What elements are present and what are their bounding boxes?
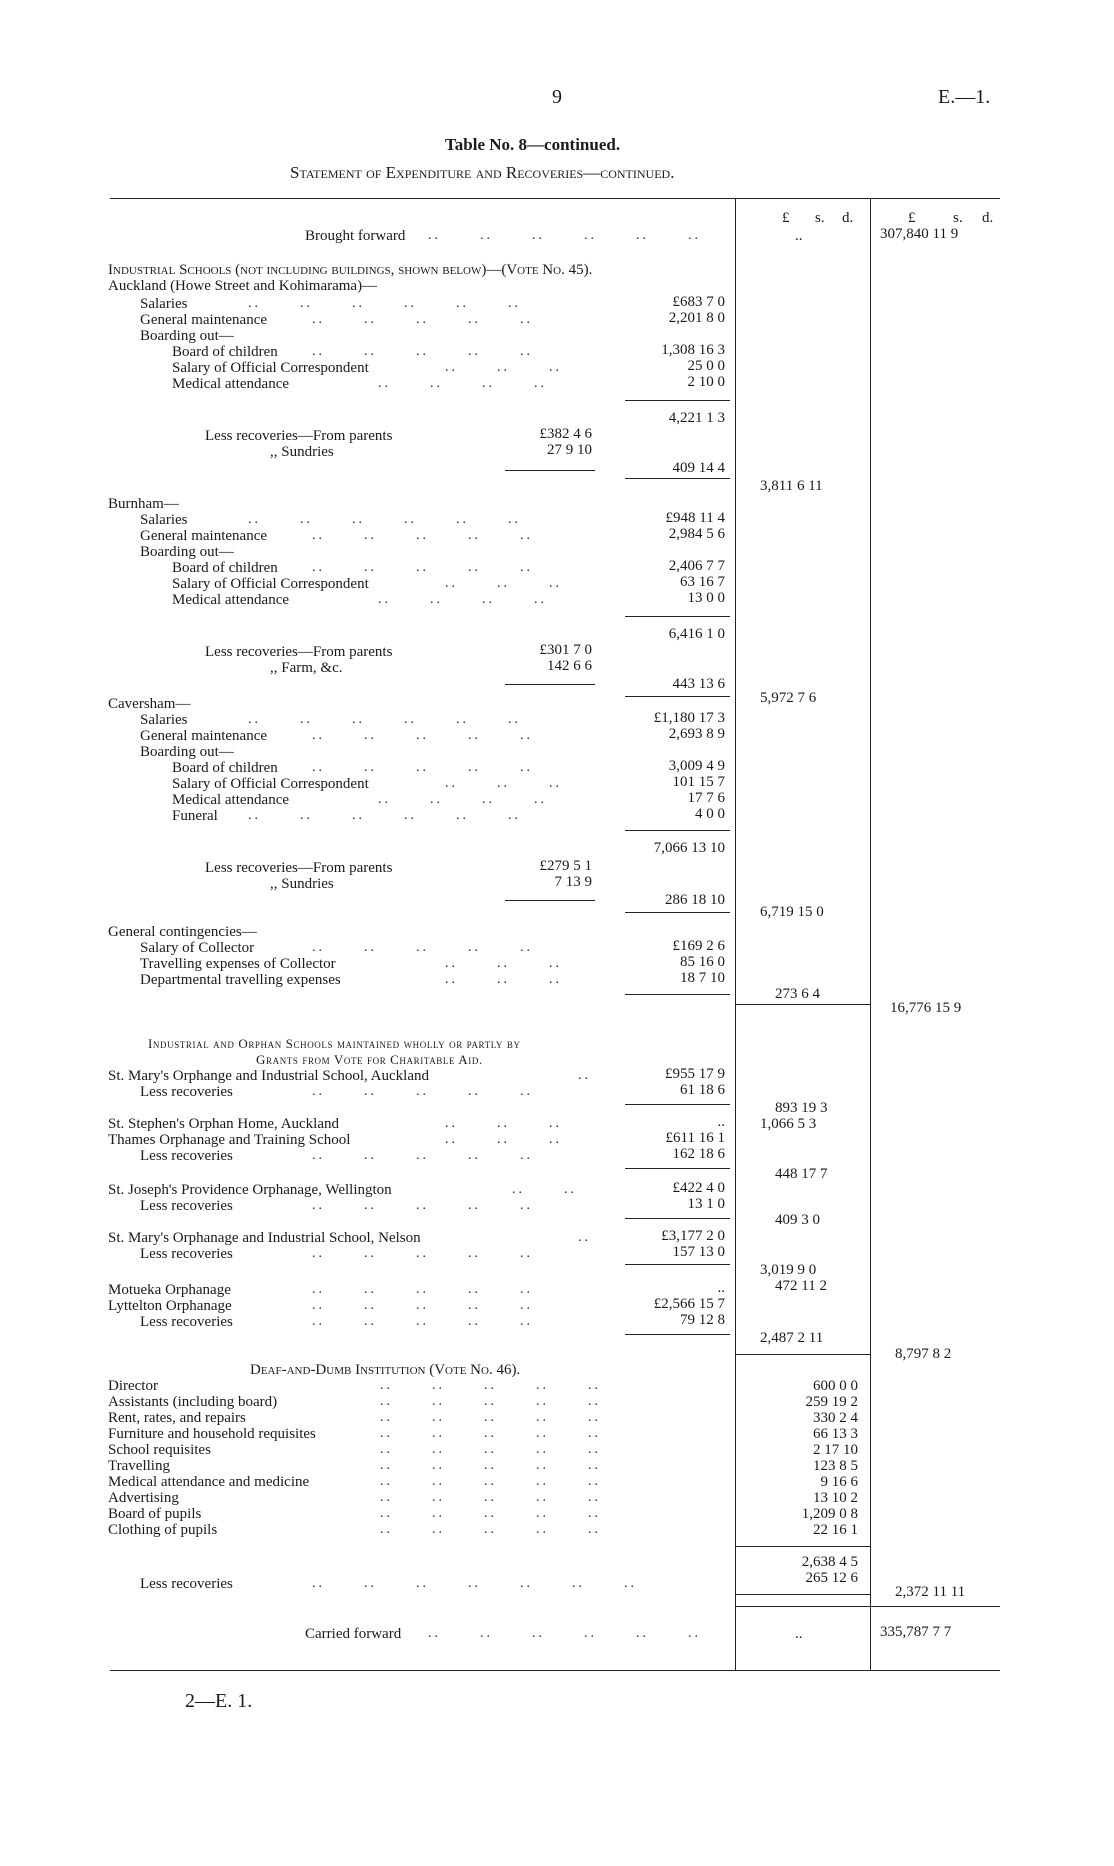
auckland-recoveries-sundries-amount: 27 9 10 xyxy=(547,442,592,458)
orphan-schools-heading-1: Industrial and Orphan Schools maintained wholly or partly by xyxy=(148,1036,521,1051)
burnham-salaries-amount: £948 11 4 xyxy=(665,510,725,526)
deaf-dumb-total: 2,372 11 11 xyxy=(895,1584,966,1600)
motueka-label: Motueka Orphanage xyxy=(108,1282,231,1298)
deaf-row-amount-8: 1,209 0 8 xyxy=(801,1506,858,1522)
col2-shillings-header: s. xyxy=(953,210,963,226)
burnham-recoveries-farm-amount: 142 6 6 xyxy=(547,658,592,674)
leader-dots: .. .. .. .. .. xyxy=(380,1506,601,1521)
rule xyxy=(625,1168,730,1169)
st-marys-nelson-amount: £3,177 2 0 xyxy=(661,1228,725,1244)
caversham-funeral-amount: 4 0 0 xyxy=(695,806,725,822)
burnham-net: 5,972 7 6 xyxy=(760,690,817,706)
leader-dots: .. .. .. xyxy=(445,956,562,971)
signature-mark: 2—E. 1. xyxy=(185,1690,253,1712)
document-reference: E.—1. xyxy=(938,86,991,108)
rule xyxy=(735,1354,870,1355)
deaf-row-amount-4: 2 17 10 xyxy=(813,1442,858,1458)
burnham-recoveries-farm-label: ,, Farm, &c. xyxy=(270,660,343,676)
leader-dots: .. .. .. xyxy=(445,360,562,375)
caversham-boarding-label: Boarding out— xyxy=(140,744,234,760)
st-stephens-amount: .. xyxy=(717,1114,725,1130)
caversham-medical-amount: 17 7 6 xyxy=(687,790,725,806)
st-marys-nelson-less-amount: 157 13 0 xyxy=(672,1244,725,1260)
burnham-salaries-label: Salaries xyxy=(140,512,188,528)
burnham-heading: Burnham— xyxy=(108,496,179,512)
leader-dots: .. .. .. .. .. .. .. xyxy=(312,1576,637,1591)
leader-dots: .. .. .. .. .. .. xyxy=(428,1626,701,1641)
leader-dots: .. .. .. xyxy=(445,576,562,591)
burnham-recoveries-total: 443 13 6 xyxy=(672,676,725,692)
rule xyxy=(625,1104,730,1105)
rule xyxy=(625,616,730,617)
leader-dots: .. .. .. .. .. xyxy=(380,1378,601,1393)
caversham-recoveries-sundries-amount: 7 13 9 xyxy=(554,874,592,890)
deaf-row-label-2: Rent, rates, and repairs xyxy=(108,1410,246,1426)
st-marys-nelson-label: St. Mary's Orphanage and Industrial School, Nelson xyxy=(108,1230,421,1246)
rule xyxy=(625,1218,730,1219)
caversham-maintenance-label: General maintenance xyxy=(140,728,268,744)
deaf-less-amount: 265 12 6 xyxy=(805,1570,858,1586)
deaf-row-amount-5: 123 8 5 xyxy=(813,1458,858,1474)
st-josephs-less-amount: 13 1 0 xyxy=(687,1196,725,1212)
auckland-recoveries-total: 409 14 4 xyxy=(672,460,725,476)
rule xyxy=(735,1004,870,1005)
st-marys-nelson-less-label: Less recoveries xyxy=(140,1246,233,1262)
rule xyxy=(625,696,730,697)
auckland-recoveries-sundries-label: ,, Sundries xyxy=(270,444,334,460)
auckland-board-children-label: Board of children xyxy=(172,344,278,360)
burnham-recoveries-parents-label: Less recoveries—From parents xyxy=(205,644,393,660)
leader-dots: .. .. .. .. .. xyxy=(312,1282,533,1297)
auckland-net: 3,811 6 11 xyxy=(760,478,823,494)
thames-less-label: Less recoveries xyxy=(140,1148,233,1164)
col1-pence-header: d. xyxy=(842,210,854,226)
st-marys-auckland-label: St. Mary's Orphange and Industrial School, Auckland xyxy=(108,1068,429,1084)
departmental-travel-amount: 18 7 10 xyxy=(680,970,725,986)
table-top-rule xyxy=(110,198,1000,199)
leader-dots: .. .. .. .. .. .. xyxy=(428,228,701,243)
caversham-board-children-amount: 3,009 4 9 xyxy=(668,758,725,774)
leader-dots: .. .. .. .. .. xyxy=(312,1198,533,1213)
deaf-row-amount-0: 600 0 0 xyxy=(813,1378,858,1394)
motueka-net: 472 11 2 xyxy=(775,1278,827,1294)
st-josephs-less-label: Less recoveries xyxy=(140,1198,233,1214)
brought-forward-label: Brought forward xyxy=(305,228,406,244)
industrial-schools-total: 16,776 15 9 xyxy=(890,1000,962,1016)
st-marys-auckland-less-label: Less recoveries xyxy=(140,1084,233,1100)
deaf-row-label-5: Travelling xyxy=(108,1458,170,1474)
caversham-funeral-label: Funeral xyxy=(172,808,218,824)
caversham-net: 6,719 15 0 xyxy=(760,904,824,920)
burnham-recoveries-parents-amount: £301 7 0 xyxy=(539,642,592,658)
deaf-row-amount-2: 330 2 4 xyxy=(813,1410,858,1426)
leader-dots: .. .. .. .. .. xyxy=(380,1410,601,1425)
leader-dots: .. .. .. .. xyxy=(378,376,547,391)
deaf-row-amount-1: 259 19 2 xyxy=(805,1394,858,1410)
lyttelton-amount: £2,566 15 7 xyxy=(653,1296,725,1312)
col2-pence-header: d. xyxy=(982,210,994,226)
burnham-subtotal: 6,416 1 0 xyxy=(668,626,725,642)
rule xyxy=(735,1606,1000,1607)
caversham-salaries-label: Salaries xyxy=(140,712,188,728)
thames-less-amount: 162 18 6 xyxy=(672,1146,725,1162)
brought-forward-total: 307,840 11 9 xyxy=(880,226,959,242)
rule xyxy=(625,1334,730,1335)
rule xyxy=(625,994,730,995)
auckland-heading: Auckland (Howe Street and Kohimarama)— xyxy=(108,278,378,294)
leader-dots: .. .. .. .. .. .. xyxy=(248,808,521,823)
rule xyxy=(735,1594,870,1595)
deaf-subtotal: 2,638 4 5 xyxy=(801,1554,858,1570)
burnham-medical-amount: 13 0 0 xyxy=(687,590,725,606)
lyttelton-less-amount: 79 12 8 xyxy=(680,1312,725,1328)
leader-dots: .. .. .. .. .. xyxy=(380,1522,601,1537)
deaf-row-label-8: Board of pupils xyxy=(108,1506,202,1522)
thames-net: 448 17 7 xyxy=(775,1166,828,1182)
industrial-schools-heading: Industrial Schools (not including buildings, shown below)—(Vote No. 45). xyxy=(108,262,593,278)
burnham-board-children-label: Board of children xyxy=(172,560,278,576)
deaf-less-label: Less recoveries xyxy=(140,1576,233,1592)
st-stephens-net: 1,066 5 3 xyxy=(760,1116,817,1132)
auckland-salaries-label: Salaries xyxy=(140,296,188,312)
st-stephens-label: St. Stephen's Orphan Home, Auckland xyxy=(108,1116,340,1132)
st-josephs-net: 409 3 0 xyxy=(775,1212,820,1228)
caversham-maintenance-amount: 2,693 8 9 xyxy=(668,726,725,742)
table-bottom-rule xyxy=(110,1670,1000,1671)
st-marys-auckland-less-amount: 61 18 6 xyxy=(680,1082,725,1098)
burnham-correspondent-label: Salary of Official Correspondent xyxy=(172,576,369,592)
rule xyxy=(625,1264,730,1265)
caversham-recoveries-parents-label: Less recoveries—From parents xyxy=(205,860,393,876)
auckland-salaries-amount: £683 7 0 xyxy=(672,294,725,310)
leader-dots: .. .. .. xyxy=(445,1116,562,1131)
deaf-dumb-heading: Deaf-and-Dumb Institution (Vote No. 46). xyxy=(250,1362,521,1378)
deaf-row-label-1: Assistants (including board) xyxy=(108,1394,278,1410)
leader-dots: .. .. .. .. .. xyxy=(312,940,533,955)
caversham-board-children-label: Board of children xyxy=(172,760,278,776)
leader-dots: .. .. xyxy=(512,1182,577,1197)
lyttelton-net: 2,487 2 11 xyxy=(760,1330,824,1346)
leader-dots: .. xyxy=(578,1068,591,1083)
caversham-recoveries-parents-amount: £279 5 1 xyxy=(539,858,592,874)
deaf-row-label-6: Medical attendance and medicine xyxy=(108,1474,310,1490)
brought-forward-middle: .. xyxy=(795,228,803,244)
thames-label: Thames Orphanage and Training School xyxy=(108,1132,351,1148)
leader-dots: .. .. .. .. .. xyxy=(312,344,533,359)
deaf-row-amount-6: 9 16 6 xyxy=(820,1474,858,1490)
col2-pounds-header: £ xyxy=(908,210,916,226)
leader-dots: .. .. .. .. xyxy=(378,792,547,807)
orphan-schools-heading-2: Grants from Vote for Charitable Aid. xyxy=(256,1052,483,1067)
rule xyxy=(625,830,730,831)
deaf-row-label-3: Furniture and household requisites xyxy=(108,1426,316,1442)
caversham-recoveries-sundries-label: ,, Sundries xyxy=(270,876,334,892)
auckland-correspondent-amount: 25 0 0 xyxy=(687,358,725,374)
leader-dots: .. .. .. .. .. xyxy=(380,1458,601,1473)
leader-dots: .. .. .. .. .. xyxy=(312,728,533,743)
leader-dots: .. .. .. xyxy=(445,776,562,791)
auckland-boarding-label: Boarding out— xyxy=(140,328,234,344)
burnham-boarding-label: Boarding out— xyxy=(140,544,234,560)
leader-dots: .. .. .. .. .. xyxy=(312,760,533,775)
leader-dots: .. .. .. .. .. xyxy=(312,1298,533,1313)
auckland-maintenance-label: General maintenance xyxy=(140,312,268,328)
carried-forward-total: 335,787 7 7 xyxy=(880,1624,952,1640)
motueka-amount: .. xyxy=(717,1280,725,1296)
leader-dots: .. .. .. .. .. xyxy=(312,312,533,327)
auckland-subtotal: 4,221 1 3 xyxy=(668,410,725,426)
leader-dots: .. .. .. .. xyxy=(378,592,547,607)
auckland-maintenance-amount: 2,201 8 0 xyxy=(668,310,725,326)
deaf-row-label-0: Director xyxy=(108,1378,158,1394)
auckland-recoveries-parents-amount: £382 4 6 xyxy=(539,426,592,442)
st-josephs-amount: £422 4 0 xyxy=(672,1180,725,1196)
rule xyxy=(625,478,730,479)
departmental-travel-label: Departmental travelling expenses xyxy=(140,972,341,988)
caversham-correspondent-amount: 101 15 7 xyxy=(672,774,725,790)
st-marys-nelson-net: 3,019 9 0 xyxy=(760,1262,817,1278)
page-number: 9 xyxy=(552,86,562,108)
contingencies-net: 273 6 4 xyxy=(775,986,820,1002)
leader-dots: .. .. .. .. .. .. xyxy=(248,712,521,727)
thames-amount: £611 16 1 xyxy=(665,1130,725,1146)
burnham-maintenance-label: General maintenance xyxy=(140,528,268,544)
rule xyxy=(625,912,730,913)
leader-dots: .. .. .. .. .. xyxy=(380,1490,601,1505)
leader-dots: .. .. .. xyxy=(445,1132,562,1147)
leader-dots: .. .. .. .. .. xyxy=(312,560,533,575)
leader-dots: .. .. .. .. .. xyxy=(312,1246,533,1261)
caversham-recoveries-total: 286 18 10 xyxy=(665,892,725,908)
table-title: Table No. 8—continued. xyxy=(445,135,621,154)
orphan-schools-total: 8,797 8 2 xyxy=(895,1346,952,1362)
caversham-correspondent-label: Salary of Official Correspondent xyxy=(172,776,369,792)
auckland-recoveries-parents-label: Less recoveries—From parents xyxy=(205,428,393,444)
leader-dots: .. .. .. .. .. xyxy=(312,1314,533,1329)
st-josephs-label: St. Joseph's Providence Orphanage, Wellington xyxy=(108,1182,392,1198)
burnham-board-children-amount: 2,406 7 7 xyxy=(668,558,725,574)
deaf-row-amount-9: 22 16 1 xyxy=(813,1522,858,1538)
col1-shillings-header: s. xyxy=(815,210,825,226)
lyttelton-less-label: Less recoveries xyxy=(140,1314,233,1330)
burnham-medical-label: Medical attendance xyxy=(172,592,290,608)
carried-forward-middle: .. xyxy=(795,1626,803,1642)
burnham-maintenance-amount: 2,984 5 6 xyxy=(668,526,725,542)
auckland-medical-amount: 2 10 0 xyxy=(687,374,725,390)
collector-salary-label: Salary of Collector xyxy=(140,940,255,956)
deaf-row-label-7: Advertising xyxy=(108,1490,179,1506)
collector-travel-amount: 85 16 0 xyxy=(680,954,725,970)
auckland-board-children-amount: 1,308 16 3 xyxy=(661,342,725,358)
rule xyxy=(625,400,730,401)
leader-dots: .. .. .. .. .. xyxy=(312,1148,533,1163)
leader-dots: .. .. .. .. .. xyxy=(312,1084,533,1099)
contingencies-heading: General contingencies— xyxy=(108,924,257,940)
leader-dots: .. .. .. .. .. .. xyxy=(248,296,521,311)
deaf-row-amount-7: 13 10 2 xyxy=(813,1490,858,1506)
deaf-row-label-4: School requisites xyxy=(108,1442,211,1458)
col1-pounds-header: £ xyxy=(782,210,790,226)
caversham-heading: Caversham— xyxy=(108,696,191,712)
burnham-correspondent-amount: 63 16 7 xyxy=(680,574,725,590)
st-marys-auckland-net: 893 19 3 xyxy=(775,1100,828,1116)
deaf-row-label-9: Clothing of pupils xyxy=(108,1522,218,1538)
auckland-medical-label: Medical attendance xyxy=(172,376,290,392)
st-marys-auckland-amount: £955 17 9 xyxy=(665,1066,725,1082)
column-divider-2 xyxy=(870,198,871,1670)
leader-dots: .. .. .. .. .. xyxy=(380,1442,601,1457)
statement-title: Statement of Expenditure and Recoveries—continued. xyxy=(290,163,675,182)
leader-dots: .. .. .. xyxy=(445,972,562,987)
lyttelton-label: Lyttelton Orphanage xyxy=(108,1298,232,1314)
leader-dots: .. xyxy=(578,1230,591,1245)
caversham-subtotal: 7,066 13 10 xyxy=(653,840,725,856)
deaf-row-amount-3: 66 13 3 xyxy=(813,1426,858,1442)
carried-forward-label: Carried forward xyxy=(305,1626,402,1642)
auckland-correspondent-label: Salary of Official Correspondent xyxy=(172,360,369,376)
collector-salary-amount: £169 2 6 xyxy=(672,938,725,954)
leader-dots: .. .. .. .. .. xyxy=(380,1394,601,1409)
leader-dots: .. .. .. .. .. .. xyxy=(248,512,521,527)
leader-dots: .. .. .. .. .. xyxy=(380,1426,601,1441)
column-divider-1 xyxy=(735,198,736,1670)
collector-travel-label: Travelling expenses of Collector xyxy=(140,956,336,972)
rule xyxy=(735,1546,870,1547)
leader-dots: .. .. .. .. .. xyxy=(312,528,533,543)
leader-dots: .. .. .. .. .. xyxy=(380,1474,601,1489)
caversham-medical-label: Medical attendance xyxy=(172,792,290,808)
caversham-salaries-amount: £1,180 17 3 xyxy=(653,710,725,726)
